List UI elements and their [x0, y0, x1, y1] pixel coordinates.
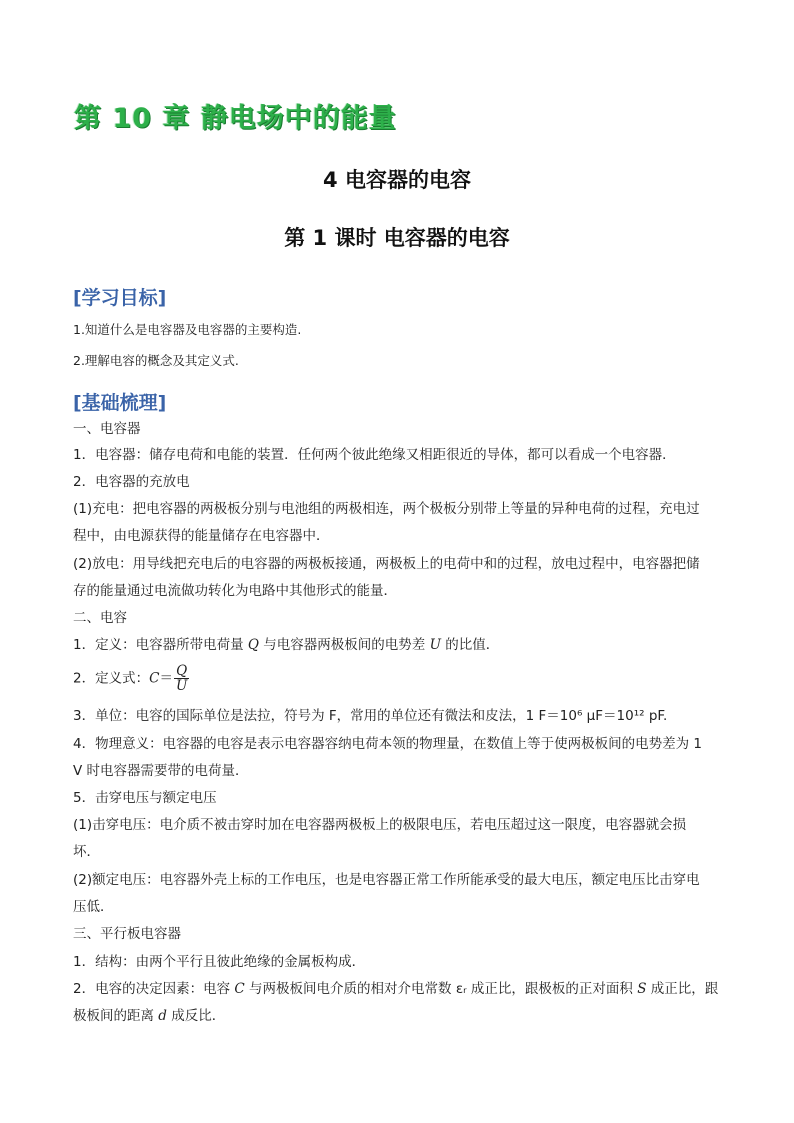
- text-span: 与电容器两极板间的电势差: [258, 637, 430, 653]
- paragraph-line: 一、电容器: [73, 421, 141, 437]
- objective-item: 1.知道什么是电容器及电容器的主要构造.: [73, 322, 302, 337]
- text-span: 1．定义：电容器所带电荷量: [73, 637, 248, 653]
- paragraph-line: V 时电容器需要带的电荷量．: [73, 763, 249, 779]
- var-c: C: [149, 670, 160, 687]
- paragraph-line: 压低．: [73, 899, 114, 915]
- fraction-denominator: U: [175, 678, 188, 694]
- text-span: 与两极板间电介质的相对介电常数 εᵣ 成正比，跟极板的正对面积: [244, 981, 638, 997]
- paragraph-line: (1)击穿电压：电介质不被击穿时加在电容器两极板上的极限电压，若电压超过这一限度，电容器就会损: [73, 817, 687, 833]
- var-q: Q: [247, 637, 259, 653]
- objective-item: 2.理解电容的概念及其定义式.: [73, 353, 239, 368]
- paragraph-line: 存的能量通过电流做功转化为电路中其他形式的能量．: [73, 583, 397, 599]
- text-span: 成反比．: [166, 1008, 226, 1024]
- text-span: 2．电容的决定因素：电容: [73, 981, 235, 997]
- paragraph-line: (1)充电：把电容器的两极板分别与电池组的两极相连，两个极板分别带上等量的异种电荷的过程，充电过: [73, 501, 700, 517]
- paragraph-line: 4．物理意义：电容器的电容是表示电容器容纳电荷本领的物理量，在数值上等于使两极板间的电势差为 1: [73, 736, 702, 752]
- paragraph-line: 1．结构：由两个平行且彼此绝缘的金属板构成．: [73, 954, 366, 970]
- paragraph-line: (2)放电：用导线把充电后的电容器的两极板接通，两极板上的电荷中和的过程，放电过程中，电容器把储: [73, 556, 700, 572]
- factors-line-cont: [73, 1007, 723, 1025]
- formula-line: [73, 664, 723, 693]
- var-d: d: [158, 1008, 167, 1024]
- paragraph-line: 1．电容器：储存电荷和电能的装置．任何两个彼此绝缘又相距很近的导体，都可以看成一个电容器．: [73, 447, 676, 463]
- fraction-q-over-u: [174, 664, 189, 693]
- objectives-heading: [学习目标]: [73, 287, 167, 309]
- paragraph-line: 程中，由电源获得的能量储存在电容器中．: [73, 528, 330, 544]
- paragraph-line: 2．电容器的充放电: [73, 474, 190, 490]
- text-span: 成正比，跟: [646, 981, 719, 997]
- chapter-title: 第 10 章 静电场中的能量: [74, 103, 397, 134]
- paragraph-line: 三、平行板电容器: [73, 926, 181, 942]
- text-span: 2．定义式：: [73, 670, 150, 687]
- var-c: C: [234, 981, 245, 997]
- equals-sign: ＝: [159, 670, 173, 687]
- paragraph-line: 坏．: [73, 844, 100, 860]
- paragraph-line: (2)额定电压：电容器外壳上标的工作电压，也是电容器正常工作所能承受的最大电压，额定电压比击穿电: [73, 872, 700, 888]
- definition-line: [73, 636, 723, 654]
- basics-heading: [基础梳理]: [73, 392, 167, 414]
- section-title: 4 电容器的电容: [323, 168, 471, 192]
- factors-line: [73, 980, 723, 998]
- paragraph-line: 二、电容: [73, 610, 127, 626]
- lesson-title: 第 1 课时 电容器的电容: [284, 226, 510, 250]
- paragraph-line: 3．单位：电容的国际单位是法拉，符号为 F，常用的单位还有微法和皮法，1 F＝10⁶ μF＝10¹² pF.: [73, 708, 668, 724]
- var-u: U: [429, 637, 441, 653]
- var-s: S: [637, 981, 647, 997]
- fraction-numerator: Q: [174, 664, 189, 679]
- paragraph-line: 5．击穿电压与额定电压: [73, 790, 217, 806]
- text-span: 极板间的距离: [73, 1008, 159, 1024]
- text-span: 的比值．: [440, 637, 500, 653]
